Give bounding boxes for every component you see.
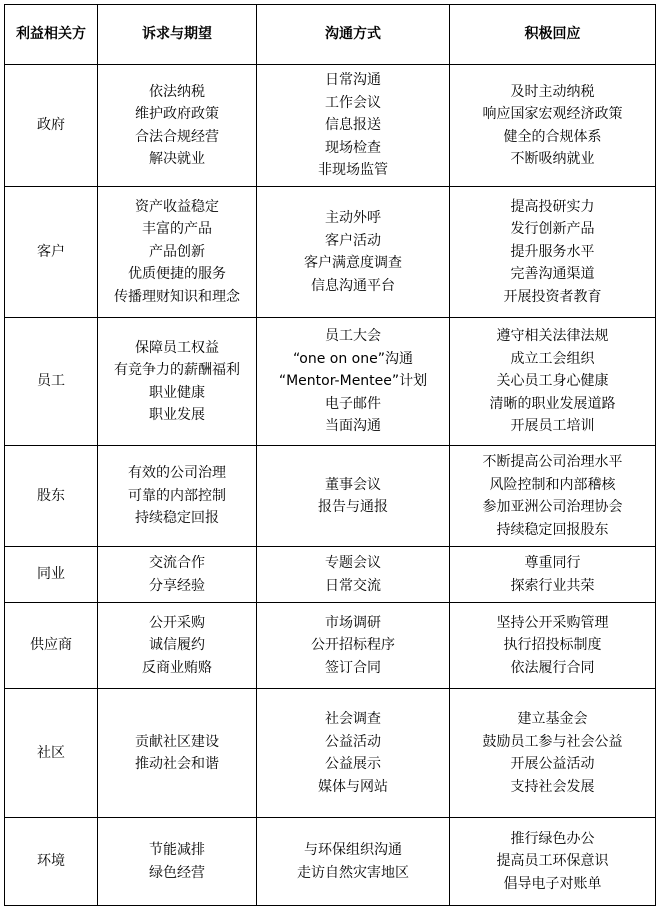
stakeholder-cell: 股东 bbox=[5, 446, 98, 547]
expectations-cell bbox=[98, 65, 257, 187]
responses-cell bbox=[450, 603, 656, 689]
cell-line: 风险控制和内部稽核 bbox=[489, 476, 616, 493]
responses-cell bbox=[450, 547, 656, 603]
expectations-cell bbox=[98, 446, 257, 547]
table-row bbox=[5, 187, 656, 318]
cell-line: 遵守相关法律法规 bbox=[496, 328, 609, 345]
stakeholder-cell: 政府 bbox=[5, 65, 98, 187]
table-row bbox=[5, 446, 656, 547]
header-stakeholder: 利益相关方 bbox=[5, 5, 98, 65]
cell-line: 工作会议 bbox=[325, 94, 381, 111]
responses-cell bbox=[450, 818, 656, 906]
stakeholder-cell: 供应商 bbox=[5, 603, 98, 689]
cell-line: 有效的公司治理 bbox=[128, 465, 226, 482]
responses-cell bbox=[450, 187, 656, 318]
channels-cell bbox=[257, 547, 450, 603]
cell-line: 清晰的职业发展道路 bbox=[489, 395, 616, 412]
cell-line: 贡献社区建设 bbox=[135, 733, 219, 750]
cell-line: “one on one”沟通 bbox=[293, 350, 413, 367]
cell-line: 成立工会组织 bbox=[510, 350, 595, 367]
cell-line: 市场调研 bbox=[325, 614, 381, 631]
cell-line: 节能减排 bbox=[149, 842, 205, 858]
table-row bbox=[5, 689, 656, 818]
cell-line: 走访自然灾害地区 bbox=[297, 864, 409, 881]
cell-line: 执行招投标制度 bbox=[503, 637, 602, 654]
cell-line: 公益活动 bbox=[325, 733, 381, 750]
stakeholder-cell: 客户 bbox=[5, 187, 98, 318]
expectations-cell bbox=[98, 603, 257, 689]
table-row bbox=[5, 318, 656, 446]
cell-line: 关心员工身心健康 bbox=[496, 373, 609, 390]
cell-line: 建立基金会 bbox=[517, 711, 588, 727]
cell-line: 不断提高公司治理水平 bbox=[482, 454, 623, 470]
cell-line: 鼓励员工参与社会公益 bbox=[482, 733, 623, 750]
cell-line: 传播理财知识和理念 bbox=[114, 288, 240, 305]
cell-line: 及时主动纳税 bbox=[510, 83, 595, 100]
cell-line: 有竞争力的薪酬福利 bbox=[114, 362, 240, 378]
stakeholder-cell: 环境 bbox=[5, 818, 98, 906]
cell-line: 解决就业 bbox=[149, 151, 205, 167]
stakeholder-cell: 同业 bbox=[5, 547, 98, 603]
cell-line: 信息沟通平台 bbox=[311, 277, 395, 294]
expectations-cell bbox=[98, 187, 257, 318]
stakeholder-cell: 社区 bbox=[5, 689, 98, 818]
cell-line: 报告与通报 bbox=[318, 499, 388, 515]
responses-cell bbox=[450, 446, 656, 547]
channels-cell bbox=[257, 318, 450, 446]
cell-line: 提升服务水平 bbox=[510, 243, 595, 260]
cell-line: 优质便捷的服务 bbox=[128, 266, 226, 283]
cell-line: 提高投研实力 bbox=[510, 198, 595, 215]
header-channels: 沟通方式 bbox=[257, 5, 450, 65]
cell-line: 提高员工环保意识 bbox=[496, 853, 609, 870]
cell-line: 公开采购 bbox=[149, 614, 205, 631]
cell-line: 不断吸纳就业 bbox=[510, 151, 595, 167]
cell-line: 坚持公开采购管理 bbox=[496, 614, 609, 631]
cell-line: 尊重同行 bbox=[524, 555, 581, 571]
cell-line: 媒体与网站 bbox=[318, 778, 388, 795]
responses-cell bbox=[450, 65, 656, 187]
channels-cell bbox=[257, 187, 450, 318]
expectations-cell bbox=[98, 689, 257, 818]
cell-line: 交流合作 bbox=[149, 555, 205, 571]
cell-line: 社会调查 bbox=[325, 711, 381, 727]
cell-line: 反商业贿赂 bbox=[142, 659, 212, 676]
cell-line: 客户活动 bbox=[325, 232, 381, 249]
cell-line: 持续稳定回报 bbox=[135, 510, 219, 527]
cell-line: 完善沟通渠道 bbox=[510, 266, 595, 283]
cell-line: 主动外呼 bbox=[325, 210, 381, 226]
table-row bbox=[5, 603, 656, 689]
cell-line: 董事会议 bbox=[325, 476, 381, 493]
cell-line: 专题会议 bbox=[325, 555, 381, 571]
cell-line: 资产收益稳定 bbox=[135, 198, 219, 215]
cell-line: 支持社会发展 bbox=[510, 778, 595, 795]
cell-line: 电子邮件 bbox=[325, 395, 381, 412]
channels-cell bbox=[257, 603, 450, 689]
cell-line: 发行创新产品 bbox=[510, 221, 595, 238]
cell-line: 倡导电子对账单 bbox=[503, 875, 602, 892]
header-expectations: 诉求与期望 bbox=[98, 5, 257, 65]
expectations-cell bbox=[98, 547, 257, 603]
cell-line: 公开招标程序 bbox=[311, 637, 395, 654]
cell-line: 响应国家宏观经济政策 bbox=[482, 106, 623, 122]
cell-line: 推动社会和谐 bbox=[135, 756, 219, 772]
cell-line: 现场检查 bbox=[325, 139, 381, 156]
responses-cell bbox=[450, 689, 656, 818]
cell-line: 员工大会 bbox=[325, 328, 381, 345]
cell-line: 信息报送 bbox=[325, 117, 381, 134]
stakeholder-cell: 员工 bbox=[5, 318, 98, 446]
cell-line: 依法履行合同 bbox=[510, 659, 595, 676]
cell-line: 诚信履约 bbox=[149, 637, 205, 654]
cell-line: 维护政府政策 bbox=[135, 106, 219, 122]
expectations-cell bbox=[98, 318, 257, 446]
expectations-cell bbox=[98, 818, 257, 906]
table-row bbox=[5, 547, 656, 603]
cell-line: 保障员工权益 bbox=[135, 339, 219, 356]
cell-line: 推行绿色办公 bbox=[510, 830, 595, 847]
cell-line: 客户满意度调查 bbox=[304, 255, 402, 271]
table-row bbox=[5, 818, 656, 906]
cell-line: 产品创新 bbox=[149, 243, 205, 260]
cell-line: 合法合规经营 bbox=[135, 128, 219, 145]
cell-line: 探索行业共荣 bbox=[510, 577, 595, 594]
cell-line: 日常沟通 bbox=[325, 72, 381, 89]
table-row bbox=[5, 65, 656, 187]
cell-line: 丰富的产品 bbox=[142, 221, 212, 238]
cell-line: 健全的合规体系 bbox=[503, 128, 602, 145]
cell-line: 开展公益活动 bbox=[510, 756, 595, 772]
channels-cell bbox=[257, 65, 450, 187]
channels-cell bbox=[257, 446, 450, 547]
cell-line: 与环保组织沟通 bbox=[304, 842, 402, 858]
cell-line: 开展投资者教育 bbox=[503, 288, 602, 305]
cell-line: 职业发展 bbox=[149, 407, 205, 423]
cell-line: 绿色经营 bbox=[149, 864, 205, 881]
cell-line: 可靠的内部控制 bbox=[128, 487, 226, 504]
cell-line: 开展员工培训 bbox=[510, 418, 595, 435]
cell-line: 分享经验 bbox=[149, 577, 205, 594]
cell-line: “Mentor-Mentee”计划 bbox=[278, 373, 428, 390]
channels-cell bbox=[257, 818, 450, 906]
channels-cell bbox=[257, 689, 450, 818]
header-row bbox=[5, 5, 656, 65]
cell-line: 参加亚洲公司治理协会 bbox=[482, 499, 623, 515]
cell-line: 依法纳税 bbox=[149, 83, 205, 100]
cell-line: 非现场监管 bbox=[318, 162, 388, 179]
cell-line: 日常交流 bbox=[325, 577, 381, 594]
cell-line: 当面沟通 bbox=[325, 418, 381, 435]
header-responses: 积极回应 bbox=[450, 5, 656, 65]
cell-line: 签订合同 bbox=[325, 659, 381, 676]
cell-line: 持续稳定回报股东 bbox=[496, 521, 609, 538]
cell-line: 职业健康 bbox=[149, 384, 205, 401]
stakeholder-table bbox=[4, 4, 656, 906]
responses-cell bbox=[450, 318, 656, 446]
cell-line: 公益展示 bbox=[325, 756, 381, 772]
